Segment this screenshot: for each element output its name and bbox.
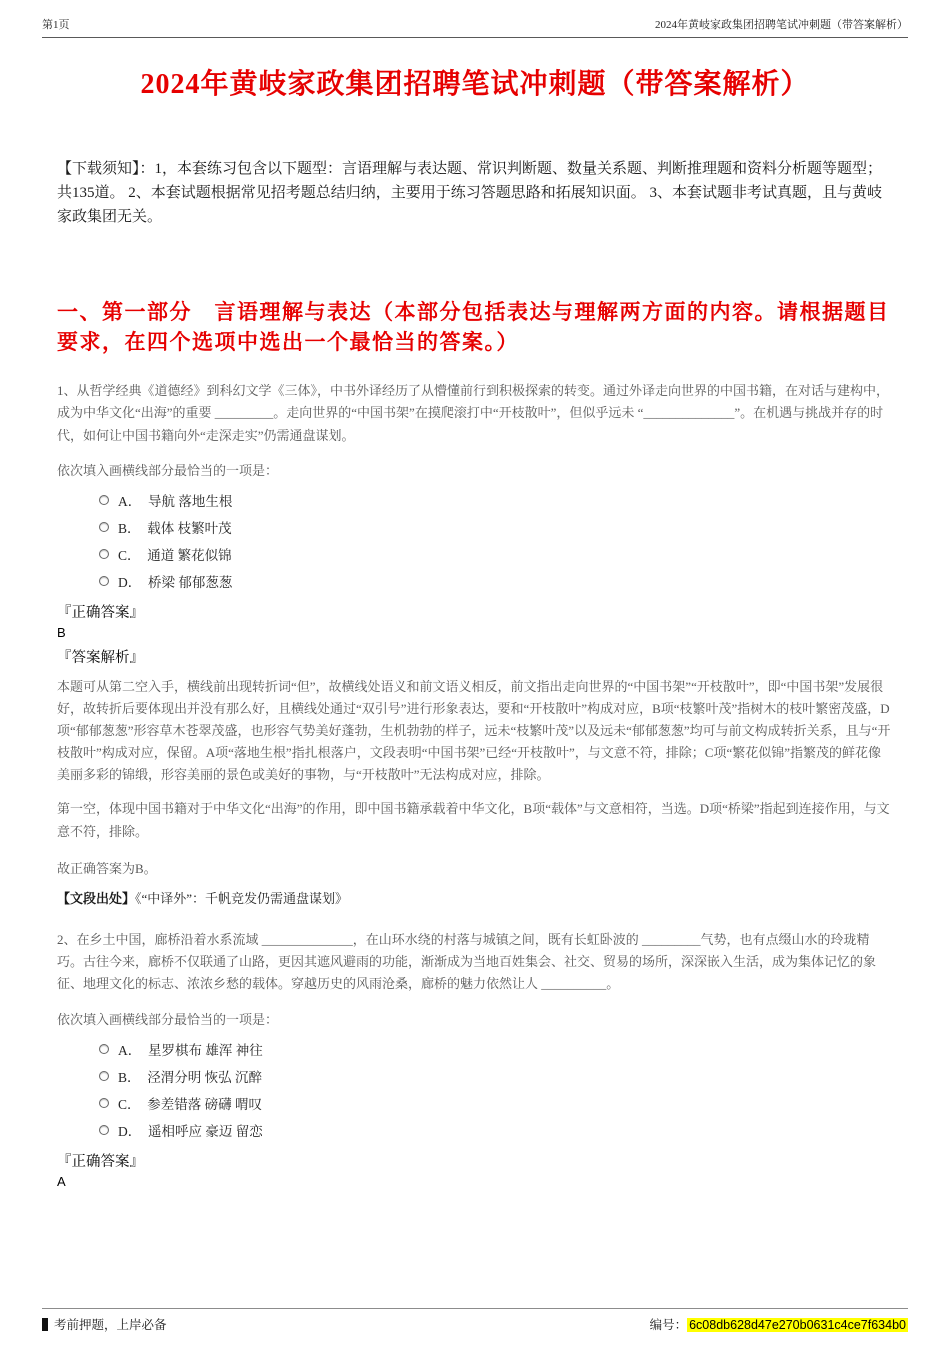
option-label: A． 导航 落地生根 [118, 494, 233, 510]
correct-answer-label: 『正确答案』 [57, 604, 144, 621]
radio-button-icon[interactable] [99, 1125, 109, 1135]
radio-button-icon[interactable] [99, 1044, 109, 1054]
footer-row [42, 1315, 908, 1333]
source-label: 【文段出处】 [57, 890, 136, 906]
question-2-option-c[interactable] [99, 1090, 893, 1117]
option-label: B． 泾渭分明 恢弘 沉醉 [118, 1070, 263, 1086]
correct-answer-label: 『正确答案』 [57, 1153, 144, 1170]
radio-button-icon[interactable] [99, 495, 109, 505]
section-heading: 一、第一部分 言语理解与表达（本部分包括表达与理解两方面的内容。请根据题目要求，在四个选项中选出一个最恰当的答案。） [57, 300, 890, 355]
option-label: C． 通道 繁花似锦 [118, 548, 232, 564]
question-1-option-c[interactable] [99, 541, 893, 568]
footer-code [650, 1315, 908, 1333]
question-1 [57, 380, 893, 907]
question-1-stem: 1、从哲学经典《道德经》到科幻文学《三体》，中书外译经历了从懵懂前行到积极探索的转变。通过外译走向世界的中国书籍，在对话与建构中，成为中华文化“出海”的重要 _________。走向世界的“中国书架”在摸爬滚打中“开枝散叶”，但似乎远未 “______________”。在机遇与挑战并存的时代，如何让中国书籍向外“走深走实”仍需通盘谋划。 [57, 382, 890, 443]
footer-code-value: 6c08db628d47e270b0631c4ce7f634b0 [689, 1318, 906, 1332]
source-title: 《“中译外”：千帆竞发仍需通盘谋划》 [135, 890, 349, 906]
header-divider [42, 37, 908, 38]
question-2-stem: 2、在乡土中国，廊桥沿着水系流域 ______________，在山环水绕的村落与城镇之间，既有长虹卧波的 _________气势，也有点缀山水的玲珑精巧。古往今来，廊桥不仅联通了山路，更因其遮风避雨的功能，渐渐成为当地百姓集会、社交、贸易的场所，深深嵌入生活，成为集体记忆的象征、地理文化的标志、浓浓乡愁的载体。穿越历史的风雨沧桑，廊桥的魅力依然让人 __________。 [57, 931, 877, 992]
radio-button-icon[interactable] [99, 576, 109, 586]
option-label: B． 载体 枝繁叶茂 [118, 521, 232, 537]
question-1-prompt: 依次填入画横线部分最恰当的一项是： [57, 462, 279, 478]
correct-answer-value: B [57, 624, 66, 640]
question-2-options [57, 1036, 893, 1144]
radio-button-icon[interactable] [99, 522, 109, 532]
page-footer [42, 1308, 908, 1333]
question-2 [57, 929, 893, 1189]
analysis-paragraph: 第一空，体现中国书籍对于中华文化“出海”的作用，即中国书籍承载着中华文化，B项“载体”与文意相符，当选。D项“桥梁”指起到连接作用，与文意不符，排除。 [57, 801, 890, 839]
radio-button-icon[interactable] [99, 1098, 109, 1108]
question-1-option-d[interactable] [99, 568, 893, 595]
download-notice: 【下载须知】：1，本套练习包含以下题型：言语理解与表达题、常识判断题、数量关系题、判断推理题和资料分析题等题型；共135道。 2、本套试题根据常见招考题总结归纳，主要用于练习答题思路和拓展知识面。 3、本套试题非考试真题，且与黄岐家政集团无关。 [57, 161, 883, 225]
radio-button-icon[interactable] [99, 549, 109, 559]
footer-code-label: 编号： [649, 1318, 688, 1332]
option-label: C． 参差错落 磅礴 喟叹 [118, 1097, 263, 1113]
analysis-conclusion: 故正确答案为B。 [57, 860, 157, 876]
question-1-option-b[interactable] [99, 514, 893, 541]
footer-slogan-text: 考前押题，上岸必备 [54, 1318, 167, 1332]
question-2-option-b[interactable] [99, 1063, 893, 1090]
source-line [57, 888, 893, 907]
page-header [42, 16, 908, 37]
option-label: D． 遥相呼应 豪迈 留恋 [118, 1124, 263, 1140]
question-1-options [57, 487, 893, 595]
correct-answer-value: A [57, 1173, 66, 1189]
header-page-number: 第1页 [42, 19, 70, 31]
question-1-option-a[interactable] [99, 487, 893, 514]
option-label: A． 星罗棋布 雄浑 神往 [118, 1043, 263, 1059]
document-content [42, 62, 908, 1189]
question-2-option-a[interactable] [99, 1036, 893, 1063]
footer-mark-icon [42, 1318, 48, 1331]
question-2-prompt: 依次填入画横线部分最恰当的一项是： [57, 1011, 279, 1027]
footer-divider [42, 1308, 908, 1309]
radio-button-icon[interactable] [99, 1071, 109, 1081]
document-title: 2024年黄岐家政集团招聘笔试冲刺题（带答案解析） [140, 69, 810, 100]
footer-slogan [42, 1315, 167, 1333]
analysis-label: 『答案解析』 [57, 649, 144, 666]
header-doc-title: 2024年黄岐家政集团招聘笔试冲刺题（带答案解析） [655, 19, 908, 31]
analysis-paragraph: 本题可从第二空入手，横线前出现转折词“但”，故横线处语义和前文语义相反，前文指出走向世界的“中国书架”“开枝散叶”，即“中国书架”发展很好，故转折后要体现出并没有那么好，且横线处通过“双引号”进行形象表达，要和“开枝散叶”构成对应，B项“枝繁叶茂”指树木的枝叶繁密茂盛，D项“郁郁葱葱”形容草木苍翠茂盛，也形容气势美好蓬勃，生机勃勃的样子，远未“枝繁叶茂”以及远未“郁郁葱葱”均可与前文构成转折关系，且与“开枝散叶”构成对应，保留。A项“落地生根”指扎根落户，文段表明“中国书架”已经“开枝散叶”，与文意不符，排除；C项“繁花似锦”指繁茂的鲜花像美丽多彩的锦缎，形容美丽的景色或美好的事物，与“开枝散叶”无法构成对应，排除。 [57, 678, 891, 783]
question-2-option-d[interactable] [99, 1117, 893, 1144]
option-label: D． 桥梁 郁郁葱葱 [118, 575, 233, 591]
